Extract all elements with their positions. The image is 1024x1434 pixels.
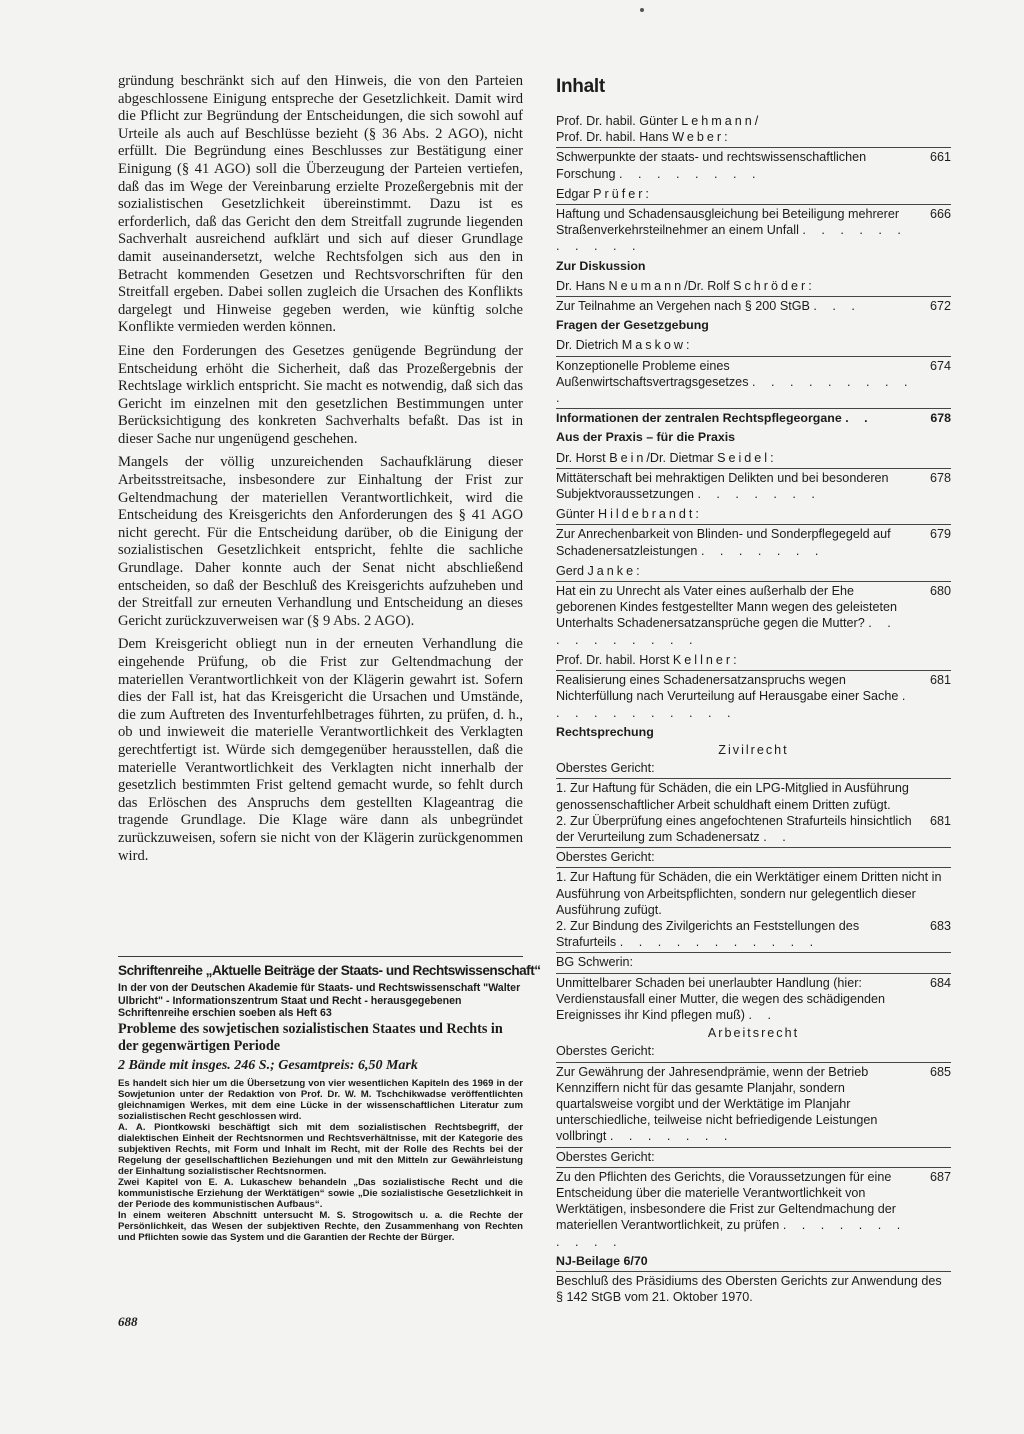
entry-title: Hat ein zu Unrecht als Vater eines außerhalb der Ehe geborenen Kindes festgestellter Mann wegen des geleisteten Unterhalts Schadenersatzansprüche gegen die Mutter? [556, 584, 897, 631]
dot-leader: . . . . . . . . . . [556, 616, 897, 647]
dot-leader: . . . . . . . . . . . [556, 1218, 907, 1249]
publication-announcement [118, 962, 541, 1243]
entry-title: Unmittelbarer Schaden bei unerlaubter Handlung (hier: Verdienstausfall einer Mutter, die wegen des schädigenden Ereignisses ihr Kind pflegen muß) [556, 975, 886, 1022]
contents-title: Inhalt [556, 76, 605, 97]
dot-leader: . . [763, 829, 792, 844]
subsection-heading: Arbeitsrecht [707, 1026, 800, 1041]
book-title: Probleme des sowjetischen sozialistischen Staates und Rechts in der gegenwärtigen Periode [118, 1020, 503, 1054]
section-heading: Fragen der Gesetzgebung [556, 318, 709, 333]
entry-title: Konzeptionelle Probleme eines Außenwirtschaftsvertragsgesetzes [556, 358, 749, 389]
series-title: Schriftenreihe „Aktuelle Beiträge der Staats- und Rechtswissenschaft“ [118, 963, 541, 978]
toc-entry[interactable] [556, 356, 951, 407]
toc-entry[interactable] [556, 204, 951, 255]
section-heading: Informationen der zentralen Rechtspflegeorgane [556, 411, 842, 426]
paragraph: Mangels der völlig unzureichenden Sachaufklärung dieser Arbeitsstreitsache, insbesondere zur Einhaltung der Frist zur Geltendmachung der materiellen Verantwortlichkeit, wird die Entscheidung des Kreisgerichts den Anforderungen des § 41 AGO nicht gerecht. Für die Entscheidung darüber, ob die Einigung der sozialistischen Gesetzlichkeit entspricht, fehlte die sachliche Grundlage. Daher konnte auch der Senat nicht abschließend entscheiden, so daß der Beschluß des Kreisgerichts aufzuheben und der Streitfall zur erneuten Verhandlung und Entscheidung an dieses Gericht zurückzuverweisen war (§ 9 Abs. 2 AGO). [118, 454, 523, 629]
article-continuation [118, 73, 523, 871]
toc-author: Dr. Horst Bein/Dr. Dietmar Seidel: [556, 450, 777, 465]
entry-page: 683 [929, 918, 951, 933]
toc-entry[interactable] [556, 670, 951, 721]
toc-entry[interactable] [556, 1062, 951, 1145]
toc-entry[interactable] [556, 581, 951, 648]
toc-entry[interactable] [556, 813, 951, 845]
court-name: BG Schwerin: [556, 952, 951, 970]
dot-leader: . . . . . . . . [619, 166, 762, 181]
toc-entry[interactable] [556, 1167, 951, 1250]
dot-leader: . . . . . . . [697, 487, 821, 502]
toc-entry[interactable] [556, 524, 951, 558]
dot-leader: . . . . . . . . . . [556, 374, 914, 406]
toc-entry[interactable] [556, 408, 951, 426]
scan-speck [640, 8, 644, 12]
entry-title: Zur Teilnahme an Vergehen nach § 200 StGB [556, 299, 810, 314]
toc-author: Prof. Dr. habil. Günter Lehmann/ Prof. Dr. habil. Hans Weber: [556, 114, 762, 145]
toc-author: Prof. Dr. habil. Horst Kellner: [556, 652, 740, 667]
toc-entry[interactable] [556, 973, 951, 1024]
section-heading: Rechtsprechung [556, 724, 654, 739]
subsection-heading: Zivilrecht [718, 742, 789, 757]
entry-page: 661 [929, 150, 951, 165]
supplement-description: Beschluß des Präsidiums des Obersten Gerichts zur Anwendung des § 142 StGB vom 21. Oktober 1970. [556, 1271, 951, 1305]
entry-title: Haftung und Schadensausgleichung bei Beteiligung mehrerer Straßenverkehrsteilnehmer an einem Unfall [556, 207, 900, 238]
dot-leader: . . . [813, 299, 861, 314]
entry-title: 2. Zur Bindung des Zivilgerichts an Feststellungen des Strafurteils [556, 918, 860, 950]
dot-leader: . . . . . . . . . . . [556, 223, 907, 254]
section-divider [118, 956, 523, 957]
book-price: 2 Bände mit insges. 246 S.; Gesamtpreis: 6,50 Mark [118, 1057, 418, 1073]
entry-title: 1. Zur Haftung für Schäden, die ein Werktätiger einem Dritten nicht in Ausführung von Arbeitspflichten, sondern nur gelegentlich dieser Ausführung zufügt. [556, 867, 951, 918]
dot-leader: . . . . . . . [609, 1129, 734, 1144]
entry-page: 684 [929, 975, 951, 990]
entry-page: 672 [929, 299, 951, 314]
section-heading: Aus der Praxis – für die Praxis [556, 430, 736, 445]
table-of-contents [556, 75, 951, 1305]
section-heading: Zur Diskussion [556, 258, 646, 273]
toc-author: Dr. Hans Neumann/Dr. Rolf Schröder: [556, 278, 815, 293]
entry-page: 666 [929, 207, 951, 222]
paragraph: gründung beschränkt sich auf den Hinweis, die von den Parteien abgeschlossene Einigung entspreche der Gesetzlichkeit. Damit wird die Pflicht zur Begründung der Entscheidungen, die sich sowohl auf Urteile als auch auf Beschlüsse bezieht (§ 36 Abs. 2 AGO), nicht erfüllt. Die Begründung eines Beschlusses zur Bestätigung einer Einigung (§ 41 AGO) soll die Überzeugung der Parteien vertiefen, daß das im Wege der Vereinbarung erzielte Prozeßergebnis mit der sozialistischen Gesetzlichkeit übereinstimmt. Dazu ist es erforderlich, daß das Gericht den dem Streitfall zugrunde liegenden Sachverhalt ausreichend aufklärt und sich auf dieser Grundlage damit auseinandersetzt, welche Rechtsfolgen sich aus den in Betracht kommenden Gesetzen und Rechtsvorschriften für den Streitfall ergeben. Dabei sollen zugleich die Ursachen des Konflikts dargelegt und Hinweise gegeben werden, wie künftig solche Konflikte vermieden werden können. [118, 73, 523, 336]
description-paragraph: A. A. Piontkowski beschäftigt sich mit dem sozialistischen Rechtsbegriff, der dialektischen Einheit der Rechtsnormen und Rechtsverhältnisse, mit der Kategorie des subjektiven Rechts, mit Form und Inhalt im Recht, mit der Rolle des Rechts bei der Regelung der gesellschaftlichen Beziehungen und mit den Mitteln zur Gewährleistung der Einhaltung sozialistischer Rechtsnormen. [118, 1121, 523, 1177]
entry-page: 678 [930, 411, 951, 426]
toc-author: Edgar Prüfer: [556, 186, 652, 201]
paragraph: Dem Kreisgericht obliegt nun in der erneuten Verhandlung die eingehende Prüfung, ob die Frist zur Geltendmachung der materiellen Verantwortlichkeit von der Klägerin gewahrt ist. Sofern dies der Fall ist, hat das Kreisgericht die Ursachen und Umstände, die zum Auftreten des Inventurfehlbetrages führten, zu prüfen, d. h., ob und inwieweit die materielle Verantwortlichkeit des Verklagten gerechtfertigt ist. Würde sich demgegenüber herausstellen, daß die materielle Verantwortlichkeit des Verklagten nicht innerhalb der gesetzlich bestimmten Frist geltend gemacht wurde, so fehlt durch das Erlöschen des Anspruchs dem gestellten Klageantrag die tragende Grundlage. Die Klage wäre dann als unbegründet zurückzuweisen, sofern sie nicht von der Klägerin zurückgenommen wird. [118, 636, 523, 864]
toc-author: Günter Hildebrandt: [556, 507, 702, 522]
entry-title: Schwerpunkte der staats- und rechtswissenschaftlichen Forschung [556, 150, 867, 181]
court-name: Oberstes Gericht: [556, 761, 655, 776]
dot-leader: . . . . . . . . . . . [556, 689, 912, 720]
entry-title: 2. Zur Überprüfung eines angefochtenen Strafurteils hinsichtlich der Verurteilung zum Schadenersatz [556, 813, 912, 844]
dot-leader: . . . . . . . [700, 543, 825, 558]
section-heading: NJ-Beilage 6/70 [556, 1253, 648, 1268]
entry-page: 681 [929, 813, 951, 828]
entry-title: Zur Gewährung der Jahresendprämie, wenn der Betrieb Kennziffern nicht für das gesamte Planjahr, sondern quartalsweise vorgibt und der Werktätige im Planjahr unterschiedliche, teilweise nicht befriedigende Leistungen vollbringt [556, 1064, 878, 1144]
entry-title: Zu den Pflichten des Gerichts, die Voraussetzungen für eine Entscheidung über die materielle Verantwortlichkeit von Werktätigen, insbesondere die Frist zur Geltendmachung der materiellen Verantwortlichkeit, zu prüfen [556, 1169, 896, 1233]
paragraph: Eine den Forderungen des Gesetzes genügende Begründung der Entscheidung erhöht die Sicherheit, daß das Prozeßergebnis der Rechtslage wirklich entspricht. Sie macht es notwendig, daß sich das Gericht im einzelnen mit den gesetzlichen Bestimmungen unter Berücksichtigung des konkreten Sachverhalts befaßt. Das ist in dieser Sache nur ungenügend geschehen. [118, 342, 523, 447]
entry-page: 674 [929, 358, 951, 373]
court-name: Oberstes Gericht: [556, 847, 951, 865]
dot-leader: . . [845, 411, 874, 426]
entry-page: 681 [929, 673, 951, 688]
dot-leader: . . . . . . . . . . . [619, 935, 820, 950]
description-paragraph: In einem weiteren Abschnitt untersucht M. S. Strogowitsch u. a. die Rechte der Persönlichkeit, das Wesen der subjektiven Rechte, den Zusammenhang von Rechten und Pflichten sowie das System und die Garantien der Rechte der Bürger. [118, 1209, 523, 1243]
court-name: Oberstes Gericht: [556, 1044, 655, 1059]
toc-author: Dr. Dietrich Maskow: [556, 338, 693, 353]
court-name: Oberstes Gericht: [556, 1147, 951, 1165]
book-description [118, 1078, 523, 1243]
toc-entry[interactable] [556, 296, 951, 314]
announcement-intro: In der von der Deutschen Akademie für Staats- und Rechtswissenschaft "Walter Ulbricht" - Informationszentrum Staat und Recht - herausgegebenen Schriftenreihe erschien soeben als Heft 63 [118, 982, 521, 1020]
entry-title: 1. Zur Haftung für Schäden, die ein LPG-Mitglied in Ausführung genossenschaftlicher Arbeit schuldhaft einem Dritten zufügt. [556, 778, 951, 812]
entry-page: 687 [929, 1169, 951, 1184]
entry-page: 680 [929, 584, 951, 599]
entry-page: 685 [929, 1064, 951, 1079]
entry-title: Zur Anrechenbarkeit von Blinden- und Sonderpflegegeld auf Schadenersatzleistungen [556, 527, 891, 558]
entry-title: Realisierung eines Schadenersatzanspruchs wegen Nichterfüllung nach Verurteilung auf Herausgabe einer Sache [556, 673, 899, 704]
toc-entry[interactable] [556, 918, 951, 950]
toc-entry[interactable] [556, 147, 951, 181]
description-paragraph: Es handelt sich hier um die Übersetzung von vier wesentlichen Kapiteln des 1969 in der Sowjetunion unter der Redaktion von Prof. Dr. W. M. Tschchikwadse veröffentlichten gleichnamigen Werkes, mit dem eine Lücke in der wissenschaftlichen Literatur zum sozialistischen Recht geschlossen wird. [118, 1077, 523, 1122]
dot-leader: . . [748, 1007, 777, 1022]
toc-author: Gerd Janke: [556, 563, 643, 578]
toc-entry[interactable] [556, 468, 951, 502]
description-paragraph: Zwei Kapitel von E. A. Lukaschew behandeln „Das sozialistische Recht und die kommunistische Erziehung der Werktätigen“ sowie „Die sozialistische Gesetzlichkeit in der Periode des kommunistischen Aufbaus“. [118, 1176, 523, 1210]
page-number: 688 [118, 1314, 138, 1329]
entry-page: 678 [929, 470, 951, 485]
entry-title: Mittäterschaft bei mehraktigen Delikten und bei besonderen Subjektvoraussetzungen [556, 470, 889, 502]
entry-page: 679 [929, 527, 951, 542]
